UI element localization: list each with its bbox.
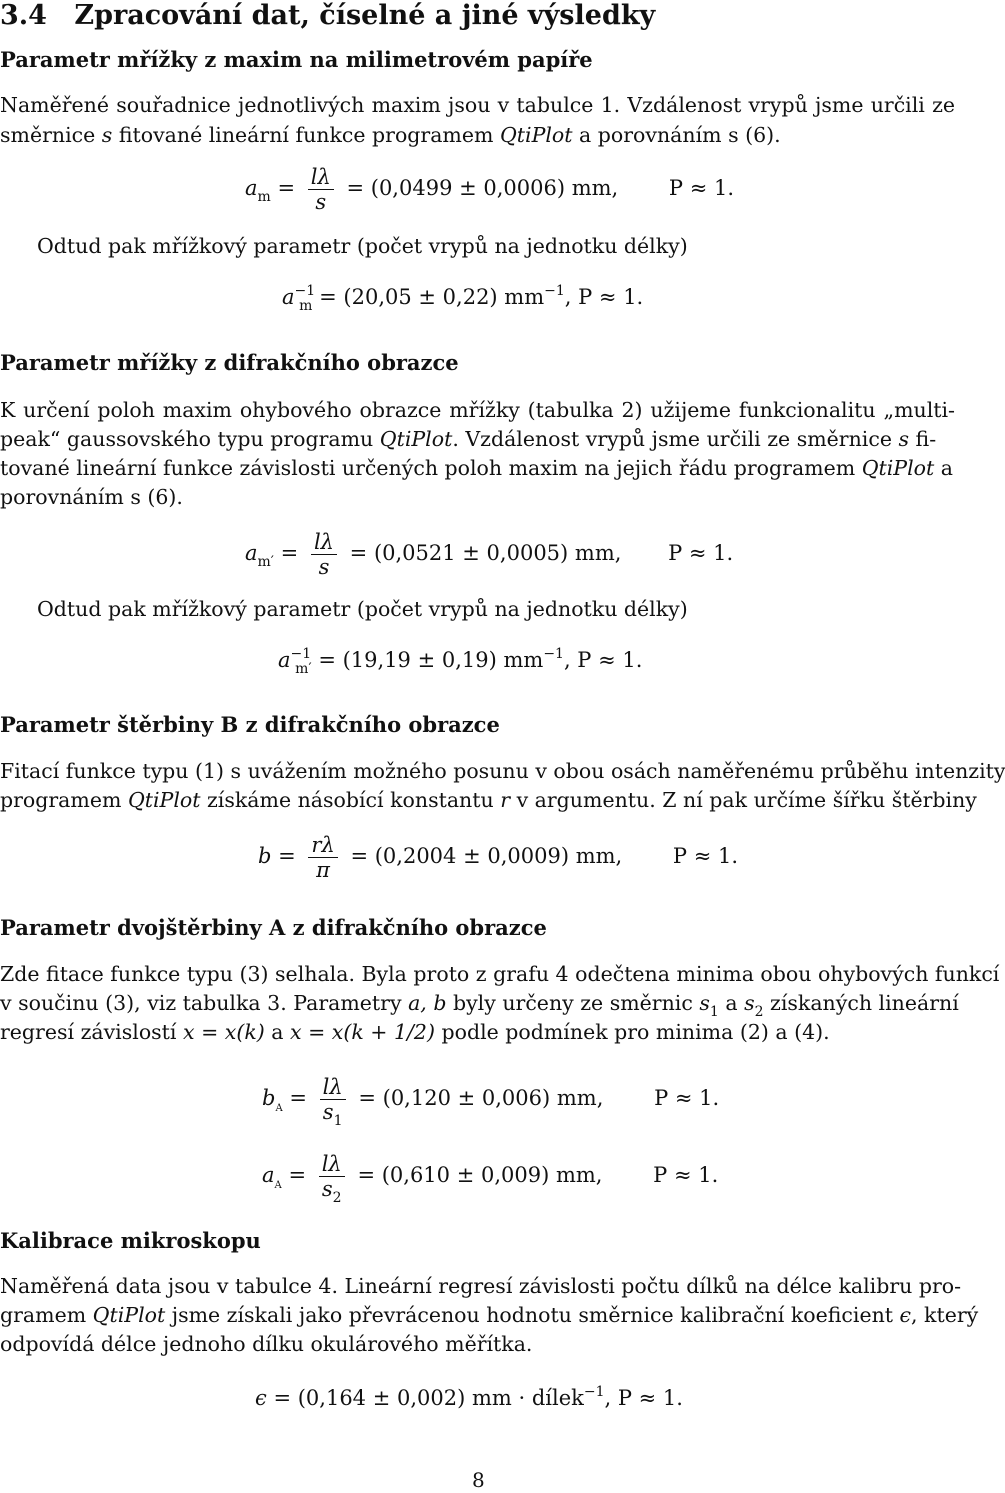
paragraph-line: K určení poloh maxim ohybového obrazce mřížky (tabulka 2) užijeme funkcionalitu „multi- bbox=[0, 398, 955, 422]
paragraph-line: tované lineární funkce závislosti určených poloh maxim na jejich řádu programem QtiPlot a bbox=[0, 456, 953, 480]
paragraph-line: Naměřená data jsou v tabulce 4. Lineární regresí závislosti počtu dílků na délce kalibru pro- bbox=[0, 1274, 962, 1298]
subsection-title-double-slit-a: Parametr dvojštěrbiny A z difrakčního obrazce bbox=[0, 915, 547, 940]
equation-grating-density-diffraction: $a^{-1}_{m'} = (19,19 \pm 0,19)$ $mm^{-1}$, P ≈ 1. bbox=[278, 646, 643, 677]
equation-slit-width: b = $\frac{r\lambda}{\pi}$ = (0,2004 ± 0,0009) mm, P ≈ 1. bbox=[258, 833, 739, 882]
paragraph-line: Zde fitace funkce typu (3) selhala. Byla proto z grafu 4 odečtena minima obou ohybových funkcí bbox=[0, 962, 1000, 986]
paragraph-line: odpovídá délce jednoho dílku okulárového měřítka. bbox=[0, 1332, 533, 1356]
paragraph-line: porovnáním s (6). bbox=[0, 485, 183, 509]
page-number: 8 bbox=[472, 1468, 485, 1492]
equation-grating-period-diffraction: $a_{m'}$ = $\frac{l\lambda}{s}$ = (0,0521 ± 0,0005) mm, P ≈ 1. bbox=[245, 530, 734, 579]
equation-grating-period: $a_m$ = $\frac{l\lambda}{s}$ = (0,0499 ± 0,0006) mm, P ≈ 1. bbox=[245, 165, 735, 214]
paragraph-line: směrnice s fitované lineární funkce programem QtiPlot a porovnáním s (6). bbox=[0, 123, 781, 147]
paragraph-line: Fitací funkce typu (1) s uvážením možného posunu v obou osách naměřenému průběhu intenzity bbox=[0, 759, 1005, 783]
equation-grating-density: $a^{-1}_m = (20,05 \pm 0,22)$ $mm^{-1}$, P ≈ 1. bbox=[282, 283, 644, 314]
section-heading bbox=[0, 0, 655, 31]
paragraph-line: Odtud pak mřížkový parametr (počet vrypů na jednotku délky) bbox=[37, 234, 688, 258]
subsection-title-microscope-calibration: Kalibrace mikroskopu bbox=[0, 1228, 261, 1253]
paragraph-line: programem QtiPlot získáme násobící konstantu r v argumentu. Z ní pak určíme šířku štěrbiny bbox=[0, 788, 977, 812]
paragraph-line: gramem QtiPlot jsme získali jako převrácenou hodnotu směrnice kalibrační koeficient ϵ, který bbox=[0, 1303, 979, 1327]
paragraph-line: Naměřené souřadnice jednotlivých maxim jsou v tabulce 1. Vzdálenost vrypů jsme určili ze bbox=[0, 93, 955, 117]
equation-double-slit-a: $a_A$ = $\frac{l\lambda}{s_2}$ = (0,610 ± 0,009) mm, P ≈ 1. bbox=[262, 1152, 719, 1206]
equation-calibration-coefficient: ϵ = (0,164 ± 0,002) mm · dílek$^{-1}$, P ≈ 1. bbox=[255, 1384, 683, 1410]
subsection-title-grating-diffraction: Parametr mřížky z difrakčního obrazce bbox=[0, 350, 459, 375]
equation-double-slit-b: $b_A$ = $\frac{l\lambda}{s_1}$ = (0,120 ± 0,006) mm, P ≈ 1. bbox=[262, 1075, 720, 1129]
paragraph-line: regresí závislostí x = x(k) a x = x(k + 1/2) podle podmínek pro minima (2) a (4). bbox=[0, 1020, 830, 1044]
section-title: Zpracování dat, číselné a jiné výsledky bbox=[74, 0, 656, 31]
paragraph-line: peak“ gaussovského typu programu QtiPlot. Vzdálenost vrypů jsme určili ze směrnice s fi- bbox=[0, 427, 937, 451]
section-number: 3.4 bbox=[0, 0, 47, 31]
subsection-title-grating-mm-paper: Parametr mřížky z maxim na milimetrovém papíře bbox=[0, 47, 593, 72]
paragraph-line: Odtud pak mřížkový parametr (počet vrypů na jednotku délky) bbox=[37, 597, 688, 621]
subsection-title-slit-b: Parametr štěrbiny B z difrakčního obrazce bbox=[0, 712, 500, 737]
paragraph-line: v součinu (3), viz tabulka 3. Parametry a, b byly určeny ze směrnic $s_1$ a $s_2$ získaných lineární bbox=[0, 991, 959, 1020]
